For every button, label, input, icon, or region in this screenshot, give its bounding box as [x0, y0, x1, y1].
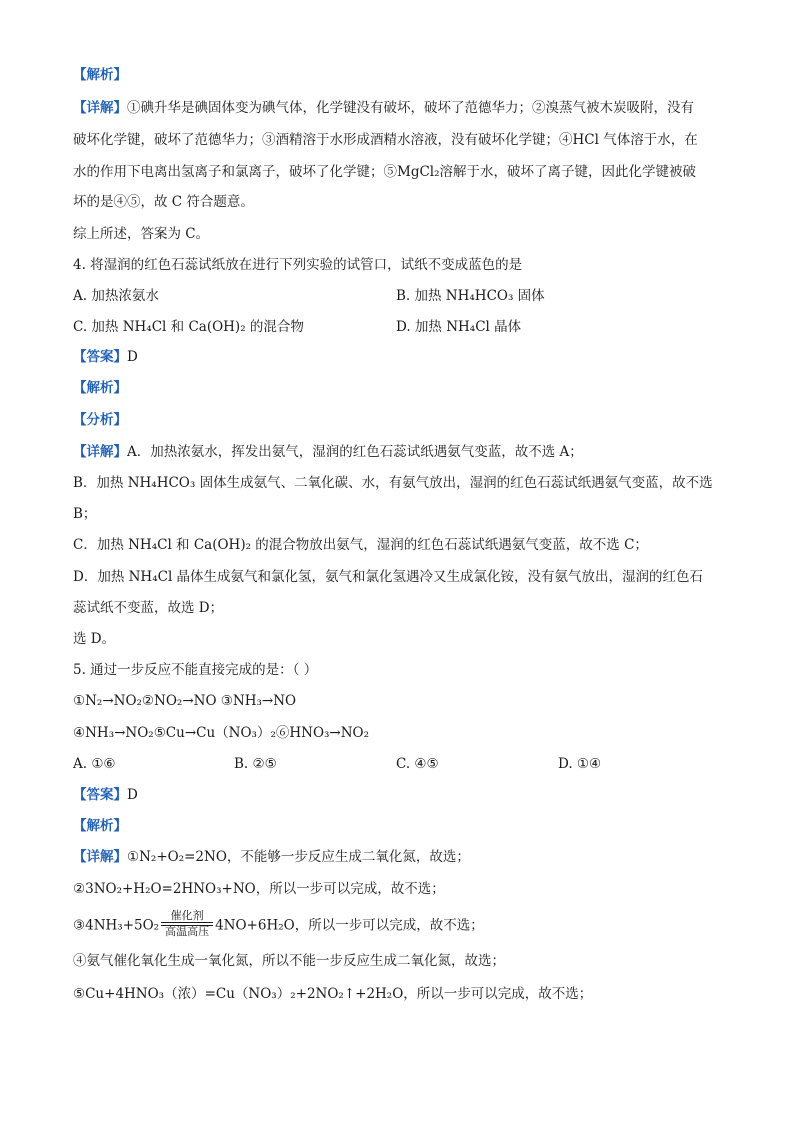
- q4-stem: 4. 将湿润的红色石蕊试纸放在进行下列实验的试管口，试纸不变成蓝色的是: [73, 257, 523, 273]
- q5-answer: 【答案】D: [73, 787, 138, 803]
- reaction-condition: 催化剂 高温高压: [161, 910, 213, 938]
- q5-detail-1: 【详解】①N₂+O₂=2NO，不能够一步反应生成二氧化氮，故选；: [73, 849, 470, 865]
- q3-detail-line-2: 破坏化学键，破坏了范德华力；③酒精溶于水形成酒精水溶液，没有破坏化学键；④HCl 气体溶于水，在: [73, 132, 698, 148]
- q4-option-b: B. 加热 NH₄HCO₃ 固体: [396, 288, 545, 304]
- q4-option-d: D. 加热 NH₄Cl 晶体: [396, 319, 522, 335]
- q5-items-line-1: ①N₂→NO₂②NO₂→NO ③NH₃→NO: [73, 693, 297, 709]
- q5-items-line-2: ④NH₃→NO₂⑤Cu→Cu（NO₃）₂⑥HNO₃→NO₂: [73, 725, 370, 741]
- q4-option-a: A. 加热浓氨水: [73, 288, 159, 304]
- q4-analysis-heading: 【解析】: [73, 380, 127, 396]
- q5-option-c: C. ④⑤: [396, 756, 439, 772]
- q4-detail-d-1: D．加热 NH₄Cl 晶体生成氨气和氯化氢，氨气和氯化氢遇冷又生成氯化铵，没有氨气放出，湿润的红色石: [73, 569, 704, 585]
- q3-detail-line-1: 【详解】①碘升华是碘固体变为碘气体，化学键没有破坏，破坏了范德华力；②溴蒸气被木炭吸附，没有: [73, 100, 694, 116]
- q5-analysis-heading: 【解析】: [73, 818, 127, 834]
- q5-detail-2: ②3NO₂+H₂O=2HNO₃+NO，所以一步可以完成，故不选；: [73, 881, 445, 897]
- q3-summary: 综上所述，答案为 C。: [73, 226, 210, 242]
- q5-option-d: D. ①④: [558, 756, 602, 772]
- q4-answer: 【答案】D: [73, 349, 138, 365]
- q5-detail-4: ④氨气催化氧化生成一氧化氮，所以不能一步反应生成二氧化氮，故选；: [73, 953, 505, 969]
- q4-detail-b-2: B；: [73, 506, 97, 522]
- q5-stem: 5. 通过一步反应不能直接完成的是：（ ）: [73, 662, 318, 678]
- detail-tag: 【详解】: [73, 100, 127, 116]
- q4-detail-d-2: 蕊试纸不变蓝，故选 D；: [73, 600, 224, 616]
- q4-detail-b-1: B．加热 NH₄HCO₃ 固体生成氨气、二氧化碳、水，有氨气放出，湿润的红色石蕊试纸遇氨气变蓝，故不选: [73, 475, 713, 491]
- q5-detail-5: ⑤Cu+4HNO₃（浓）=Cu（NO₃）₂+2NO₂↑+2H₂O，所以一步可以完成，故不选；: [73, 986, 593, 1002]
- q5-detail-3: ③4NH₃+5O₂ 催化剂 高温高压 4NO+6H₂O，所以一步可以完成，故不选；: [73, 909, 484, 938]
- q5-option-b: B. ②⑤: [234, 756, 277, 772]
- q5-option-a: A. ①⑥: [73, 756, 116, 772]
- q4-option-c: C. 加热 NH₄Cl 和 Ca(OH)₂ 的混合物: [73, 319, 304, 335]
- analysis-heading: 【解析】: [73, 67, 127, 83]
- q4-fenxi-heading: 【分析】: [73, 412, 127, 428]
- q4-detail-c: C．加热 NH₄Cl 和 Ca(OH)₂ 的混合物放出氨气，湿润的红色石蕊试纸遇氨气变蓝，故不选 C；: [73, 537, 648, 553]
- q3-detail-line-4: 坏的是④⑤，故 C 符合题意。: [73, 194, 254, 210]
- q3-detail-line-3: 水的作用下电离出氢离子和氯离子，破坏了化学键；⑤MgCl₂溶解于水，破坏了离子键，因此化学键被破: [73, 164, 697, 180]
- q4-detail-a: 【详解】A．加热浓氨水，挥发出氨气，湿润的红色石蕊试纸遇氨气变蓝，故不选 A；: [73, 444, 583, 460]
- q4-conclusion: 选 D。: [73, 631, 116, 647]
